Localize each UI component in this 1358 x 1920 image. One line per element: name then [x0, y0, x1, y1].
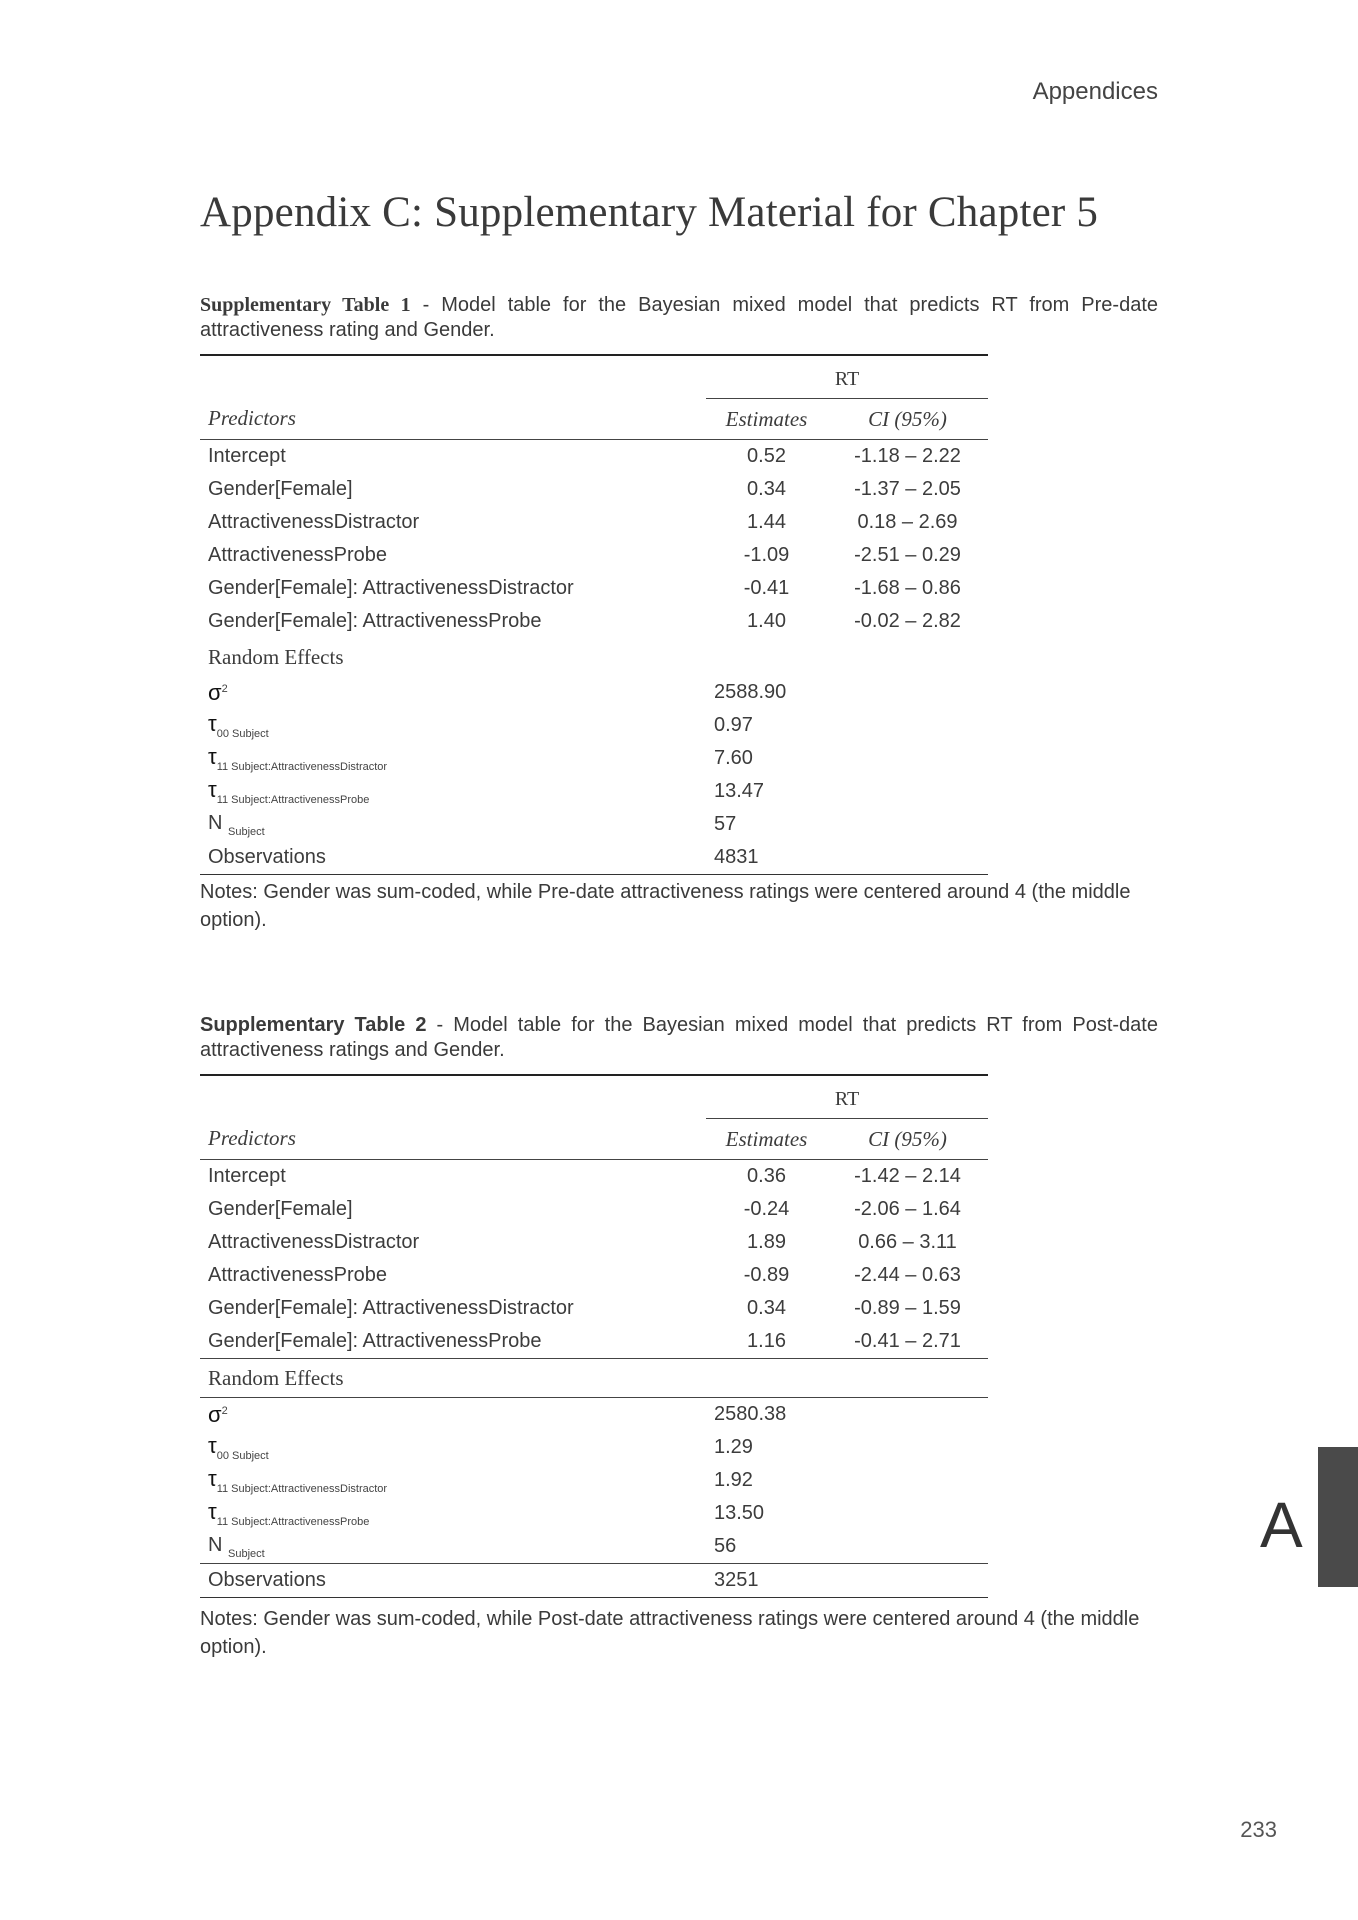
observations-label: Observations — [200, 841, 706, 875]
table2-col-ci: CI (95%) — [827, 1119, 988, 1160]
n-subscript: Subject — [228, 1547, 265, 1560]
ci-cell: -1.42 – 2.14 — [854, 1165, 961, 1187]
tau11-probe-value: 13.47 — [714, 780, 765, 802]
table-row — [200, 1431, 988, 1464]
table1-col-estimates: Estimates — [706, 399, 827, 440]
table-row — [200, 841, 988, 875]
predictor-cell: AttractivenessProbe — [208, 1264, 387, 1286]
table2-caption — [200, 1013, 1158, 1063]
ci-cell: -0.89 – 1.59 — [854, 1297, 961, 1319]
table2-col-predictors: Predictors — [200, 1119, 706, 1160]
sigma-value: 2580.38 — [714, 1403, 787, 1425]
tau11-probe-value: 13.50 — [714, 1502, 765, 1524]
estimate-cell: 0.52 — [747, 445, 786, 467]
table-row — [200, 1325, 988, 1359]
predictor-cell: Gender[Female] — [208, 1198, 353, 1220]
table1-col-ci: CI (95%) — [827, 399, 988, 440]
table2-header-row — [200, 1119, 988, 1160]
tau11-distractor-value: 1.92 — [714, 1469, 753, 1491]
n-symbol: N — [208, 1533, 223, 1556]
table1-col-predictors: Predictors — [200, 399, 706, 440]
tau11-distractor-value: 7.60 — [714, 747, 753, 769]
page-number: 233 — [1240, 1817, 1277, 1842]
predictor-cell: AttractivenessDistractor — [208, 1231, 420, 1253]
ci-cell: -1.68 – 0.86 — [854, 577, 961, 599]
ci-cell: -2.06 – 1.64 — [854, 1198, 961, 1220]
ci-cell: 0.66 – 3.11 — [858, 1231, 957, 1253]
ci-cell: -0.41 – 2.71 — [827, 1325, 988, 1359]
table-row — [200, 808, 988, 841]
tau-symbol: τ — [208, 711, 217, 736]
running-head: Appendices — [1032, 78, 1158, 105]
random-effects-label: Random Effects — [200, 1359, 988, 1398]
table2-grid — [200, 1074, 988, 1598]
estimate-cell: 0.36 — [747, 1165, 786, 1187]
estimate-cell: 1.16 — [706, 1325, 827, 1359]
predictor-cell: AttractivenessProbe — [208, 544, 387, 566]
table1-dv-label: RT — [706, 355, 988, 399]
table-row — [200, 1259, 988, 1292]
table-row — [200, 605, 988, 638]
estimate-cell: 1.89 — [747, 1231, 786, 1253]
observations-label: Observations — [200, 1564, 706, 1598]
sigma-symbol: σ — [208, 1401, 222, 1427]
ci-cell: -2.51 – 0.29 — [854, 544, 961, 566]
tau00-value: 1.29 — [714, 1436, 753, 1458]
table2-caption-text: - Model table for the Bayesian mixed model that predicts RT from Post-date attractiveness ratings and Gender. — [200, 1014, 1158, 1061]
estimate-cell: 1.40 — [747, 610, 786, 632]
table-row — [200, 1226, 988, 1259]
n-symbol: N — [208, 811, 223, 834]
table1-caption — [200, 293, 1158, 343]
ci-cell: -0.02 – 2.82 — [854, 610, 961, 632]
tau00-subscript: 00 Subject — [216, 1450, 269, 1462]
tau11-probe-subscript: 11 Subject:AttractivenessProbe — [216, 1516, 370, 1528]
table-row — [200, 572, 988, 605]
table-row — [200, 473, 988, 506]
table-row — [200, 539, 988, 572]
tau-symbol: τ — [208, 777, 217, 802]
table-row — [200, 709, 988, 742]
n-value: 56 — [706, 1530, 988, 1564]
tau00-value: 0.97 — [714, 714, 753, 736]
predictor-cell: Intercept — [208, 1165, 286, 1187]
table2-random-effects-heading — [200, 1359, 988, 1398]
estimate-cell: 0.34 — [747, 478, 786, 500]
estimate-cell: -0.41 — [743, 577, 790, 599]
estimate-cell: -1.09 — [743, 544, 790, 566]
predictor-cell: AttractivenessDistractor — [208, 511, 420, 533]
tau11-distractor-subscript: 11 Subject:AttractivenessDistractor — [216, 1483, 388, 1495]
ci-cell: 0.18 – 2.69 — [857, 511, 958, 533]
table-row — [200, 1193, 988, 1226]
table1-random-effects-heading — [200, 638, 988, 676]
tau-symbol: τ — [208, 1466, 217, 1491]
table2-col-estimates: Estimates — [706, 1119, 827, 1160]
chapter-title: Appendix C: Supplementary Material for Chapter 5 — [200, 189, 1099, 236]
estimate-cell: -0.89 — [743, 1264, 790, 1286]
table1-notes: Notes: Gender was sum-coded, while Pre-date attractiveness ratings were centered around 4 (the middle option). — [200, 881, 1131, 931]
table1-caption-text: - Model table for the Bayesian mixed model that predicts RT from Pre-date attractiveness rating and Gender. — [200, 294, 1159, 341]
estimate-cell: -0.24 — [743, 1198, 790, 1220]
table2 — [200, 1074, 988, 1598]
tau-symbol: τ — [208, 744, 217, 769]
table1-header-row — [200, 399, 988, 440]
sigma-value: 2588.90 — [714, 681, 787, 703]
observations-value: 4831 — [706, 841, 988, 875]
tau-symbol: τ — [208, 1433, 217, 1458]
appendix-tab-marker — [1318, 1447, 1358, 1587]
table-row — [200, 1530, 988, 1564]
table-row — [200, 1398, 988, 1432]
table-row — [200, 1464, 988, 1497]
table2-caption-label: Supplementary Table 2 — [200, 1014, 427, 1036]
table-row — [200, 676, 988, 709]
table-row — [200, 742, 988, 775]
tau-symbol: τ — [208, 1499, 217, 1524]
table1-grid — [200, 354, 988, 875]
table-row — [200, 1160, 988, 1194]
tau11-distractor-subscript: 11 Subject:AttractivenessDistractor — [216, 761, 388, 773]
predictor-cell: Gender[Female]: AttractivenessProbe — [208, 610, 542, 632]
table2-dv-row — [200, 1075, 988, 1119]
tau11-probe-subscript: 11 Subject:AttractivenessProbe — [216, 794, 370, 806]
predictor-cell: Gender[Female]: AttractivenessDistractor — [208, 577, 574, 599]
predictor-cell: Gender[Female]: AttractivenessDistractor — [208, 1297, 574, 1319]
random-effects-label: Random Effects — [208, 644, 344, 669]
table-row — [200, 1564, 988, 1598]
table-row — [200, 1292, 988, 1325]
table-row — [200, 775, 988, 808]
table1-caption-label: Supplementary Table 1 — [200, 294, 411, 316]
ci-cell: -2.44 – 0.63 — [854, 1264, 961, 1286]
sigma-symbol: σ — [208, 679, 222, 705]
table1-dv-row — [200, 355, 988, 399]
estimate-cell: 1.44 — [747, 511, 786, 533]
n-value: 57 — [714, 813, 737, 835]
predictor-cell: Gender[Female]: AttractivenessProbe — [200, 1325, 706, 1359]
observations-value: 3251 — [706, 1564, 988, 1598]
tau00-subscript: 00 Subject — [216, 728, 269, 740]
n-subscript: Subject — [228, 825, 265, 838]
sigma-superscript: 2 — [221, 682, 228, 695]
table-row — [200, 506, 988, 539]
ci-cell: -1.18 – 2.22 — [854, 445, 961, 467]
table-row — [200, 440, 988, 474]
table2-dv-label: RT — [706, 1075, 988, 1119]
predictor-cell: Gender[Female] — [208, 478, 353, 500]
estimate-cell: 0.34 — [747, 1297, 786, 1319]
table1 — [200, 354, 988, 875]
table-row — [200, 1497, 988, 1530]
appendix-tab-letter: A — [1260, 1489, 1303, 1561]
sigma-superscript: 2 — [221, 1404, 228, 1417]
ci-cell: -1.37 – 2.05 — [854, 478, 961, 500]
table2-notes: Notes: Gender was sum-coded, while Post-date attractiveness ratings were centered around 4 (the middle option). — [200, 1608, 1140, 1658]
predictor-cell: Intercept — [208, 445, 286, 467]
